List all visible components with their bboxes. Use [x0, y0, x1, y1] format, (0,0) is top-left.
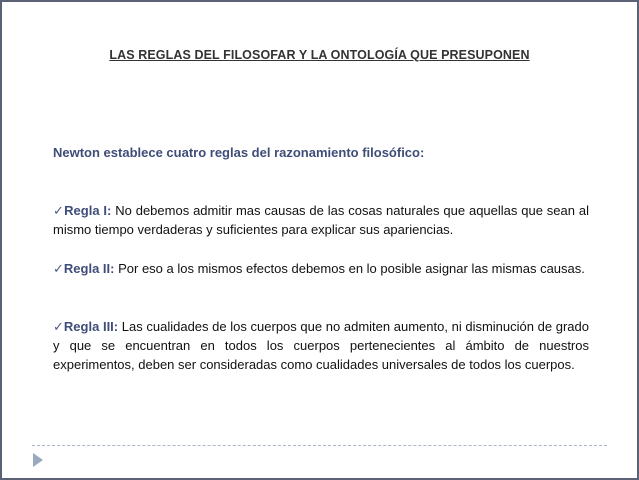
- play-arrow-icon[interactable]: [33, 453, 43, 467]
- rule-text: Las cualidades de los cuerpos que no admiten aumento, ni disminución de grado y que se encuentran en todos los cuerpos pertenecientes al ámbito de nuestros experimentos, deben ser consideradas como cualidades universales de todos los cuerpos.: [53, 319, 589, 372]
- rule-text: Por eso a los mismos efectos debemos en lo posible asignar las mismas causas.: [114, 261, 585, 276]
- intro-text: Newton establece cuatro reglas del razonamiento filosófico:: [53, 145, 425, 160]
- slide-title: LAS REGLAS DEL FILOSOFAR Y LA ONTOLOGÍA QUE PRESUPONEN: [109, 48, 530, 62]
- rule-item: [53, 317, 589, 374]
- footer-divider: [32, 445, 607, 446]
- checkmark-icon: ✓: [53, 319, 64, 334]
- rule-label: Regla I:: [64, 203, 112, 218]
- rule-label: Regla III:: [63, 319, 119, 334]
- checkmark-icon: ✓: [53, 261, 64, 276]
- rule-label: Regla II:: [63, 261, 115, 276]
- rule-item: [53, 201, 589, 239]
- checkmark-icon: ✓: [53, 203, 65, 218]
- rule-text: No debemos admitir mas causas de las cosas naturales que aquellas que sean al mismo tiempo verdaderas y suficientes para explicar sus apariencias.: [53, 203, 589, 237]
- rule-item: [53, 259, 589, 278]
